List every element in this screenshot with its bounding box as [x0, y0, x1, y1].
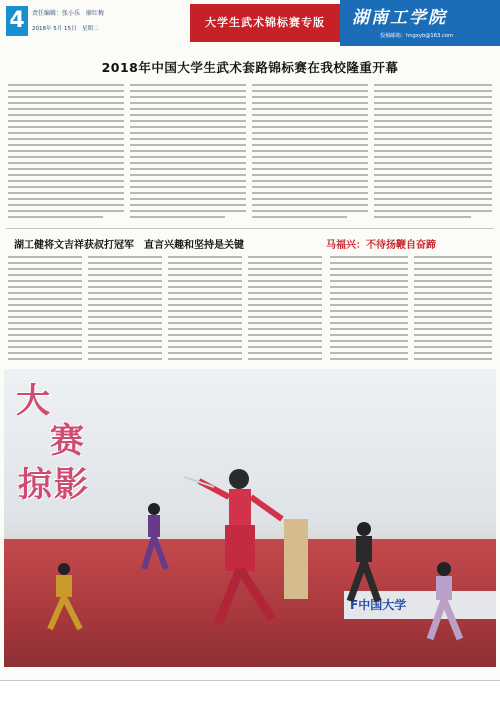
big-char-4: 影: [54, 465, 88, 505]
athlete-figures: [4, 369, 496, 667]
right-athletes: [350, 522, 460, 639]
central-athlete: [184, 469, 282, 624]
divider: [6, 228, 494, 229]
footer: [0, 680, 500, 704]
sub-left-col-4: [248, 256, 322, 364]
big-char-2: 赛: [50, 421, 84, 461]
sub-right-col-2: [414, 256, 492, 364]
subarticle-left-title: 湖工健将文吉祥获叔打冠军 直言兴趣和坚持是关键: [14, 240, 244, 251]
main-title: 2018年中国大学生武术套路锦标赛在我校隆重开幕: [101, 60, 399, 75]
editor-label: 责任编辑：张小乐 廖红梅: [32, 10, 105, 17]
article-col-2: [130, 84, 246, 222]
article-col-1: [8, 84, 124, 222]
sub-left-col-3: [168, 256, 242, 364]
competition-photo-collage: [4, 369, 496, 667]
left-athletes: [50, 503, 166, 629]
article-col-4: [374, 84, 492, 222]
page-number: 4: [6, 6, 28, 36]
stand-banner: F中国大学: [344, 591, 496, 619]
big-char-3: 掠: [18, 465, 52, 505]
sub-left-col-1: [8, 256, 82, 364]
section-banner: [190, 4, 340, 42]
section-title: 大学生武术锦标赛专版: [205, 16, 325, 29]
big-char-1: 大: [16, 381, 50, 421]
masthead-title: 湖南工学院: [352, 8, 447, 28]
email-label: 投稿邮箱：hngxyb@163.com: [380, 33, 454, 39]
subarticle-right-title: 马福兴：不待扬鞭自奋蹄: [326, 240, 436, 251]
date-label: 2018年 5月 15日 星期二: [32, 26, 99, 32]
masthead: [340, 0, 500, 46]
sub-right-col-1: [330, 256, 408, 364]
sub-left-col-2: [88, 256, 162, 364]
article-col-3: [252, 84, 368, 222]
